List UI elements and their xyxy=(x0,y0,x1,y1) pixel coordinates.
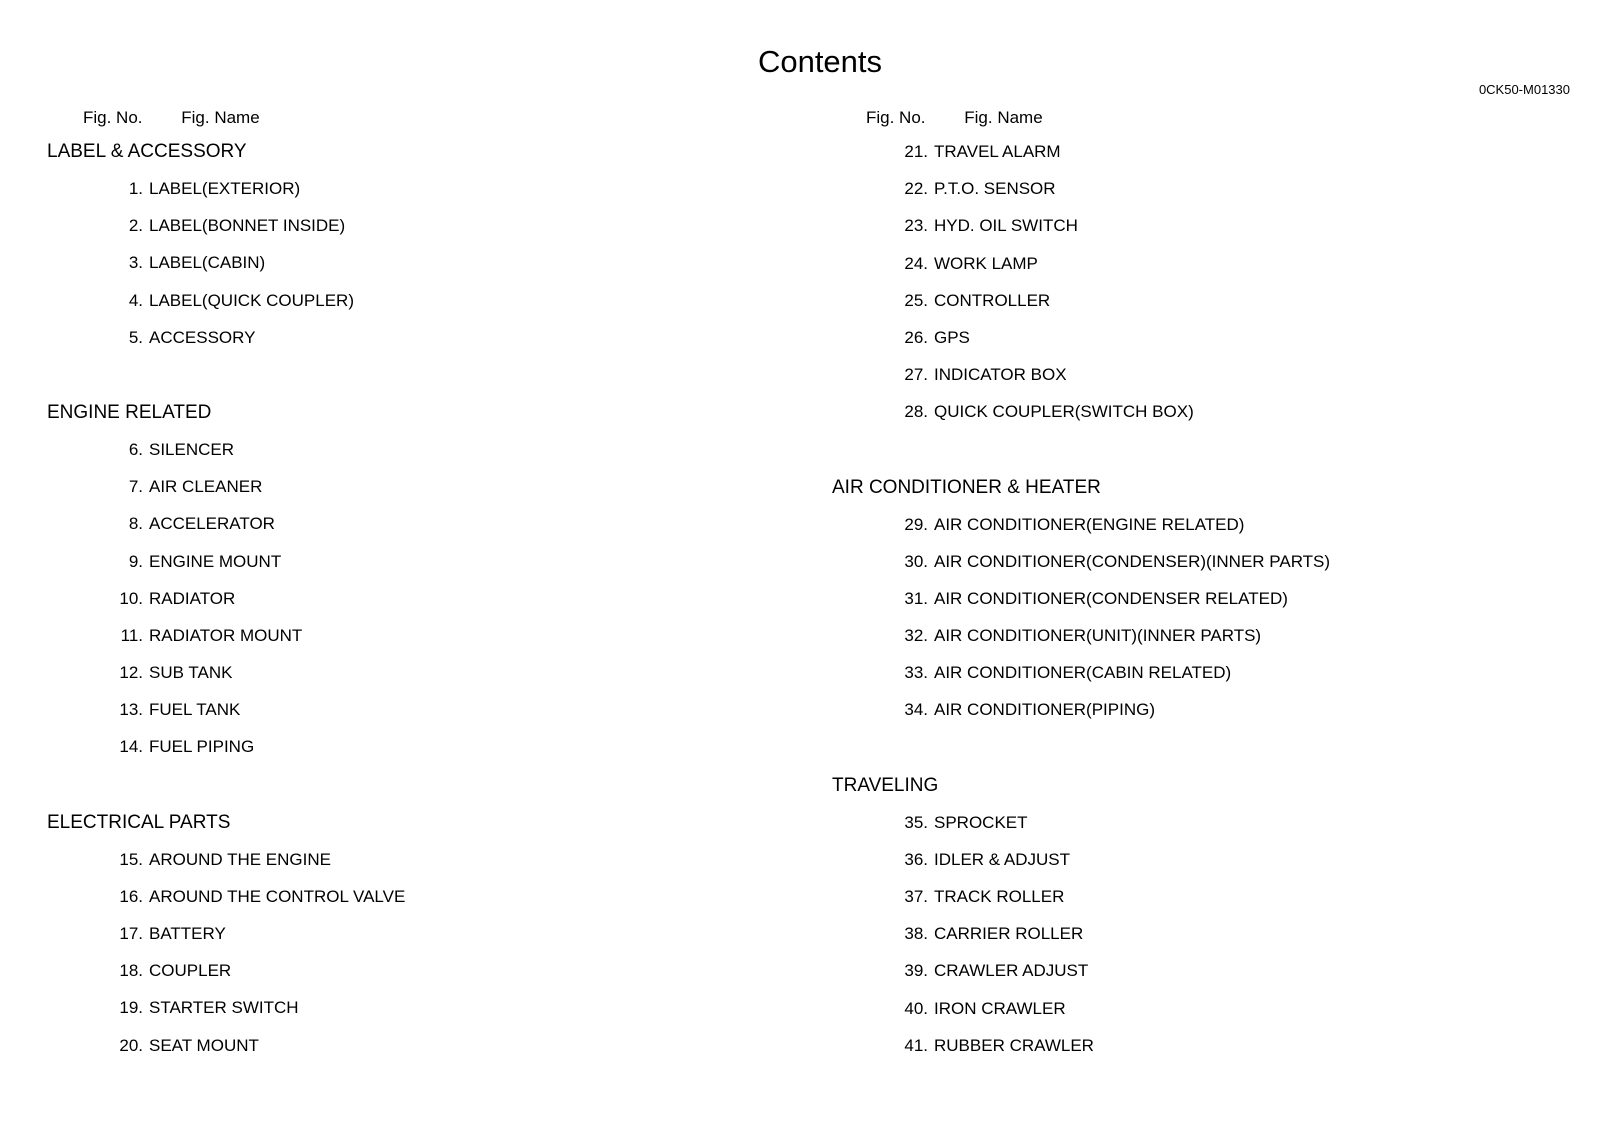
fig-number: 22. xyxy=(904,179,928,199)
fig-name: AROUND THE ENGINE xyxy=(149,849,331,869)
fig-number: 23. xyxy=(904,216,928,236)
contents-entry[interactable] xyxy=(47,251,747,288)
fig-name: SPROCKET xyxy=(934,812,1028,832)
contents-entry[interactable] xyxy=(47,922,747,959)
fig-number: 20. xyxy=(119,1035,143,1055)
fig-number: 36. xyxy=(904,849,928,869)
fig-number: 16. xyxy=(119,886,143,906)
fig-no-header: Fig. No. xyxy=(866,108,926,127)
fig-name: STARTER SWITCH xyxy=(149,998,299,1018)
document-code: 0CK50-M01330 xyxy=(1478,82,1570,97)
contents-entry[interactable] xyxy=(47,848,747,885)
contents-entry[interactable] xyxy=(832,177,1552,214)
contents-entry[interactable] xyxy=(832,885,1552,922)
fig-name: ACCESSORY xyxy=(149,327,256,347)
fig-name: AIR CONDITIONER(CABIN RELATED) xyxy=(934,663,1232,683)
contents-entry[interactable] xyxy=(832,252,1552,289)
contents-entry[interactable] xyxy=(832,513,1552,550)
section-title-electrical-parts: ELECTRICAL PARTS xyxy=(47,811,231,833)
fig-number: 2. xyxy=(128,216,143,236)
fig-name-header: Fig. Name xyxy=(181,108,260,127)
fig-name: FUEL TANK xyxy=(149,700,241,720)
contents-entry[interactable] xyxy=(832,140,1552,177)
fig-name: QUICK COUPLER(SWITCH BOX) xyxy=(934,402,1194,422)
fig-name: IDLER & ADJUST xyxy=(934,849,1071,869)
contents-entry[interactable] xyxy=(47,438,747,475)
fig-number: 41. xyxy=(904,1035,928,1055)
right-column xyxy=(832,140,1552,1071)
page-title: Contents xyxy=(757,44,883,79)
fig-number: 34. xyxy=(904,700,928,720)
contents-entry[interactable] xyxy=(47,698,747,735)
fig-name: ENGINE MOUNT xyxy=(149,551,282,571)
fig-name: LABEL(QUICK COUPLER) xyxy=(149,290,354,310)
fig-number: 14. xyxy=(119,737,143,757)
contents-entry[interactable] xyxy=(832,698,1552,735)
contents-entry[interactable] xyxy=(832,289,1552,326)
contents-section xyxy=(832,476,1552,736)
fig-number: 40. xyxy=(904,998,928,1018)
contents-section xyxy=(47,140,747,363)
fig-number: 9. xyxy=(128,551,143,571)
fig-number: 38. xyxy=(904,924,928,944)
section-spacer xyxy=(832,438,1552,476)
fig-name: CONTROLLER xyxy=(934,290,1051,310)
contents-entry[interactable] xyxy=(832,997,1552,1034)
contents-entry[interactable] xyxy=(47,1034,747,1071)
fig-name: IRON CRAWLER xyxy=(934,998,1066,1018)
contents-entry[interactable] xyxy=(832,214,1552,251)
contents-entry[interactable] xyxy=(47,326,747,363)
fig-number: 39. xyxy=(904,961,928,981)
fig-name: INDICATOR BOX xyxy=(934,365,1067,385)
fig-name: SEAT MOUNT xyxy=(149,1035,259,1055)
right-column-header xyxy=(866,108,1043,128)
fig-name: WORK LAMP xyxy=(934,253,1038,273)
contents-entry[interactable] xyxy=(832,624,1552,661)
fig-number: 35. xyxy=(904,812,928,832)
contents-entry[interactable] xyxy=(832,661,1552,698)
fig-number: 29. xyxy=(904,514,928,534)
fig-number: 28. xyxy=(904,402,928,422)
contents-entry[interactable] xyxy=(47,289,747,326)
fig-number: 1. xyxy=(128,179,143,198)
section-title-air-conditioner-heater: AIR CONDITIONER & HEATER xyxy=(832,476,1101,498)
section-title-label-accessory: LABEL & ACCESSORY xyxy=(47,141,247,162)
fig-number: 18. xyxy=(119,961,143,981)
fig-name: LABEL(CABIN) xyxy=(149,253,266,273)
contents-entry[interactable] xyxy=(47,177,747,214)
contents-entry[interactable] xyxy=(832,959,1552,996)
fig-name: LABEL(EXTERIOR) xyxy=(149,179,301,198)
fig-name: RUBBER CRAWLER xyxy=(934,1035,1094,1055)
fig-name: P.T.O. SENSOR xyxy=(934,179,1056,199)
contents-entry[interactable] xyxy=(832,363,1552,400)
fig-name: BATTERY xyxy=(149,924,226,943)
fig-name: TRACK ROLLER xyxy=(934,887,1065,906)
contents-entry[interactable] xyxy=(47,587,747,624)
contents-entry[interactable] xyxy=(47,735,747,772)
fig-name: HYD. OIL SWITCH xyxy=(934,216,1078,236)
section-spacer xyxy=(47,363,747,401)
fig-number: 13. xyxy=(119,700,143,720)
contents-entry[interactable] xyxy=(47,475,747,512)
section-title-traveling: TRAVELING xyxy=(832,774,939,796)
contents-entry[interactable] xyxy=(47,624,747,661)
fig-number: 15. xyxy=(119,849,143,869)
fig-name: AIR CONDITIONER(PIPING) xyxy=(934,700,1156,720)
section-spacer xyxy=(47,773,747,811)
fig-number: 12. xyxy=(119,663,143,683)
fig-name: RADIATOR MOUNT xyxy=(149,625,303,645)
fig-number: 7. xyxy=(128,477,143,497)
contents-entry[interactable] xyxy=(832,1034,1552,1071)
left-column xyxy=(47,140,747,1071)
contents-entry[interactable] xyxy=(832,811,1552,848)
fig-number: 33. xyxy=(904,663,928,683)
fig-number: 31. xyxy=(904,588,928,608)
contents-entry[interactable] xyxy=(47,214,747,251)
fig-number: 6. xyxy=(128,439,143,459)
fig-number: 21. xyxy=(904,142,928,161)
fig-name: AIR CONDITIONER(CONDENSER)(INNER PARTS) xyxy=(934,551,1331,571)
fig-number: 30. xyxy=(904,551,928,571)
contents-entry[interactable] xyxy=(832,550,1552,587)
fig-name: TRAVEL ALARM xyxy=(934,142,1061,161)
fig-name: SUB TANK xyxy=(149,663,233,683)
section-spacer xyxy=(832,736,1552,774)
fig-number: 37. xyxy=(904,887,928,906)
contents-entry[interactable] xyxy=(832,326,1552,363)
fig-name: CRAWLER ADJUST xyxy=(934,961,1089,981)
contents-entry[interactable] xyxy=(832,587,1552,624)
fig-name: AROUND THE CONTROL VALVE xyxy=(149,886,406,906)
fig-number: 5. xyxy=(128,327,143,347)
fig-name: FUEL PIPING xyxy=(149,737,255,757)
contents-section xyxy=(47,811,747,1071)
contents-entry[interactable] xyxy=(47,885,747,922)
fig-number: 32. xyxy=(904,626,928,646)
fig-name: COUPLER xyxy=(149,961,232,981)
fig-number: 11. xyxy=(120,625,143,645)
fig-number: 19. xyxy=(119,998,143,1018)
contents-section xyxy=(832,140,1552,438)
contents-entry[interactable] xyxy=(47,661,747,698)
fig-number: 3. xyxy=(128,253,143,273)
fig-name: AIR CONDITIONER(CONDENSER RELATED) xyxy=(934,588,1288,608)
fig-number: 24. xyxy=(904,253,928,273)
fig-number: 17. xyxy=(119,924,143,943)
contents-entry[interactable] xyxy=(832,848,1552,885)
fig-no-header: Fig. No. xyxy=(83,108,143,127)
contents-section xyxy=(47,401,747,773)
fig-number: 4. xyxy=(128,290,143,310)
fig-number: 26. xyxy=(904,327,928,347)
contents-entry[interactable] xyxy=(47,959,747,996)
fig-name: LABEL(BONNET INSIDE) xyxy=(149,216,346,236)
fig-name: ACCELERATOR xyxy=(149,514,275,534)
contents-entry[interactable] xyxy=(47,512,747,549)
contents-entry[interactable] xyxy=(47,550,747,587)
fig-name: RADIATOR xyxy=(149,588,236,608)
left-column-header xyxy=(83,108,260,128)
fig-number: 27. xyxy=(904,365,928,385)
fig-number: 25. xyxy=(904,290,928,310)
fig-name-header: Fig. Name xyxy=(964,108,1043,127)
fig-name: CARRIER ROLLER xyxy=(934,924,1084,944)
contents-section xyxy=(832,774,1552,1071)
fig-number: 8. xyxy=(128,514,143,534)
fig-name: SILENCER xyxy=(149,439,235,459)
fig-name: AIR CLEANER xyxy=(149,477,263,497)
section-title-engine-related: ENGINE RELATED xyxy=(47,401,212,423)
fig-name: GPS xyxy=(934,327,970,347)
fig-number: 10. xyxy=(119,588,143,608)
contents-entry[interactable] xyxy=(832,922,1552,959)
contents-entry[interactable] xyxy=(47,996,747,1033)
fig-name: AIR CONDITIONER(ENGINE RELATED) xyxy=(934,514,1245,534)
contents-entry[interactable] xyxy=(832,400,1552,437)
fig-name: AIR CONDITIONER(UNIT)(INNER PARTS) xyxy=(934,626,1262,646)
